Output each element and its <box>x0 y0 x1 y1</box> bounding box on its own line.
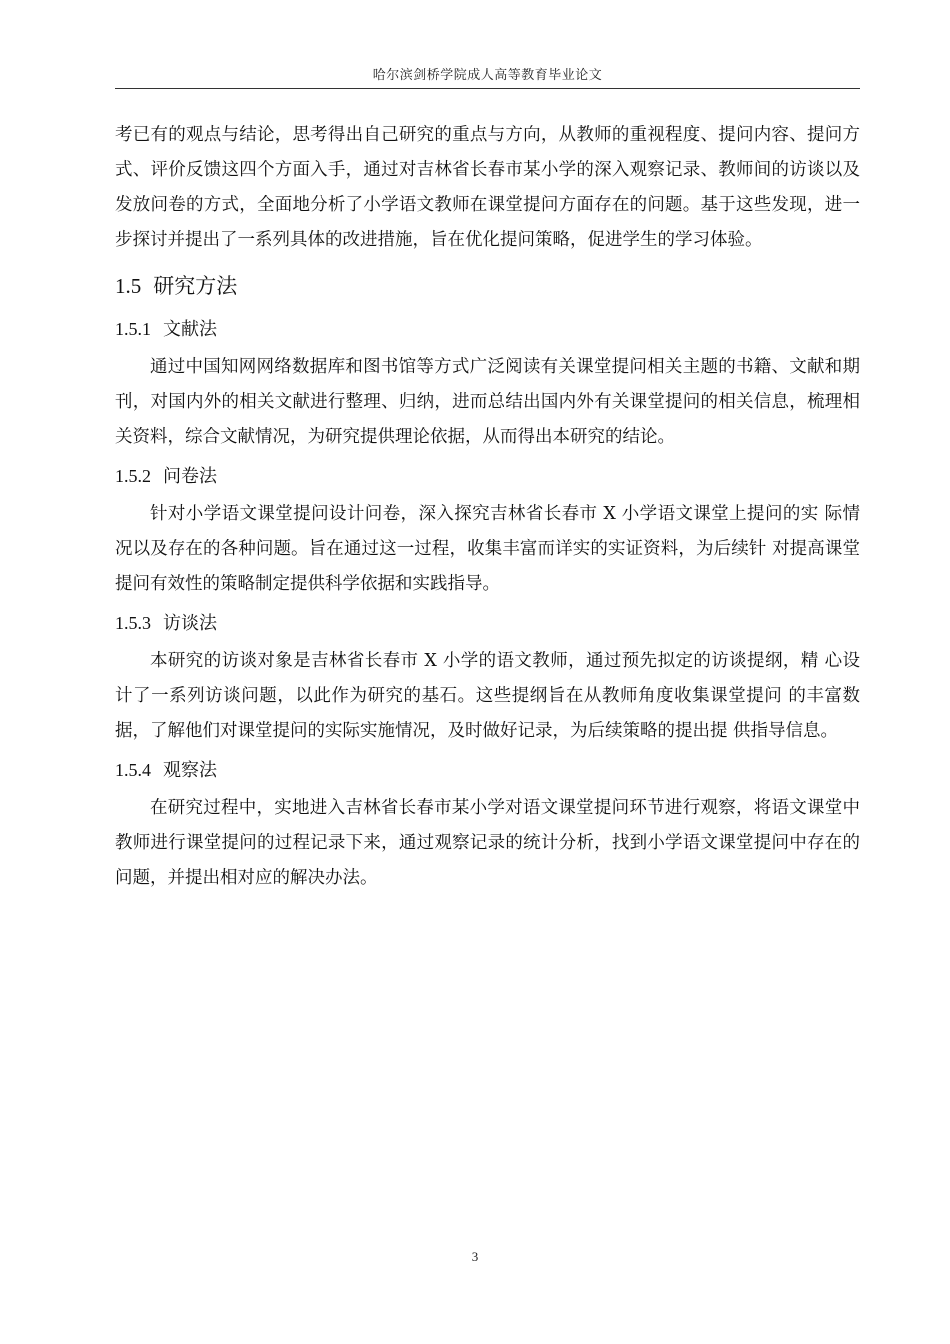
subsection-title: 访谈法 <box>163 613 217 634</box>
subsection-number: 1.5.1 <box>115 319 151 339</box>
subsection-number: 1.5.3 <box>115 613 151 633</box>
section-title: 研究方法 <box>153 274 238 298</box>
subsection-heading-1-5-4 <box>115 753 860 787</box>
subsection-title: 问卷法 <box>163 466 217 487</box>
subsection-heading-1-5-2 <box>115 459 860 493</box>
subsection-title: 观察法 <box>163 760 217 781</box>
section-heading-1-5 <box>115 264 860 308</box>
subsection-title: 文献法 <box>163 319 217 340</box>
page-number: 3 <box>471 1249 479 1264</box>
running-header: 哈尔滨剑桥学院成人高等教育毕业论文 <box>372 68 603 83</box>
subsection-number: 1.5.4 <box>115 760 151 780</box>
observation-method-paragraph: 在研究过程中，实地进入吉林省长春市某小学对语文课堂提问环节进行观察，将语文课堂中教师进行课堂提问的过程记录下来，通过观察记录的统计分析，找到小学语文课堂提问中存在的问题，并提出相对应的解决办法。 <box>115 798 860 888</box>
header-divider <box>115 88 860 89</box>
interview-method-paragraph: 本研究的访谈对象是吉林省长春市 X 小学的语文教师，通过预先拟定的访谈提纲，精 心设计了一系列访谈问题，以此作为研究的基石。这些提纲旨在从教师角度收集课堂提问 的丰富数据，了解他们对课堂提问的实际实施情况，及时做好记录，为后续策略的提出提 供指导信息。 <box>115 651 860 741</box>
subsection-heading-1-5-1 <box>115 312 860 346</box>
intro-paragraph: 考已有的观点与结论，思考得出自己研究的重点与方向，从教师的重视程度、提问内容、提问方式、评价反馈这四个方面入手，通过对吉林省长春市某小学的深入观察记录、教师间的访谈以及发放问卷的方式，全面地分析了小学语文教师在课堂提问方面存在的问题。基于这些发现，进一步探讨并提出了一系列具体的改进措施，旨在优化提问策略，促进学生的学习体验。 <box>115 125 860 250</box>
subsection-number: 1.5.2 <box>115 466 151 486</box>
questionnaire-method-paragraph: 针对小学语文课堂提问设计问卷，深入探究吉林省长春市 X 小学语文课堂上提问的实 际情况以及存在的各种问题。旨在通过这一过程，收集丰富而详实的实证资料，为后续针 对提高课堂提问有效性的策略制定提供科学依据和实践指导。 <box>115 504 860 594</box>
section-number: 1.5 <box>115 274 142 298</box>
literature-method-paragraph: 通过中国知网网络数据库和图书馆等方式广泛阅读有关课堂提问相关主题的书籍、文献和期刊，对国内外的相关文献进行整理、归纳，进而总结出国内外有关课堂提问的相关信息，梳理相关资料，综合文献情况，为研究提供理论依据，从而得出本研究的结论。 <box>115 357 860 447</box>
subsection-heading-1-5-3 <box>115 606 860 640</box>
page-content <box>115 118 860 896</box>
